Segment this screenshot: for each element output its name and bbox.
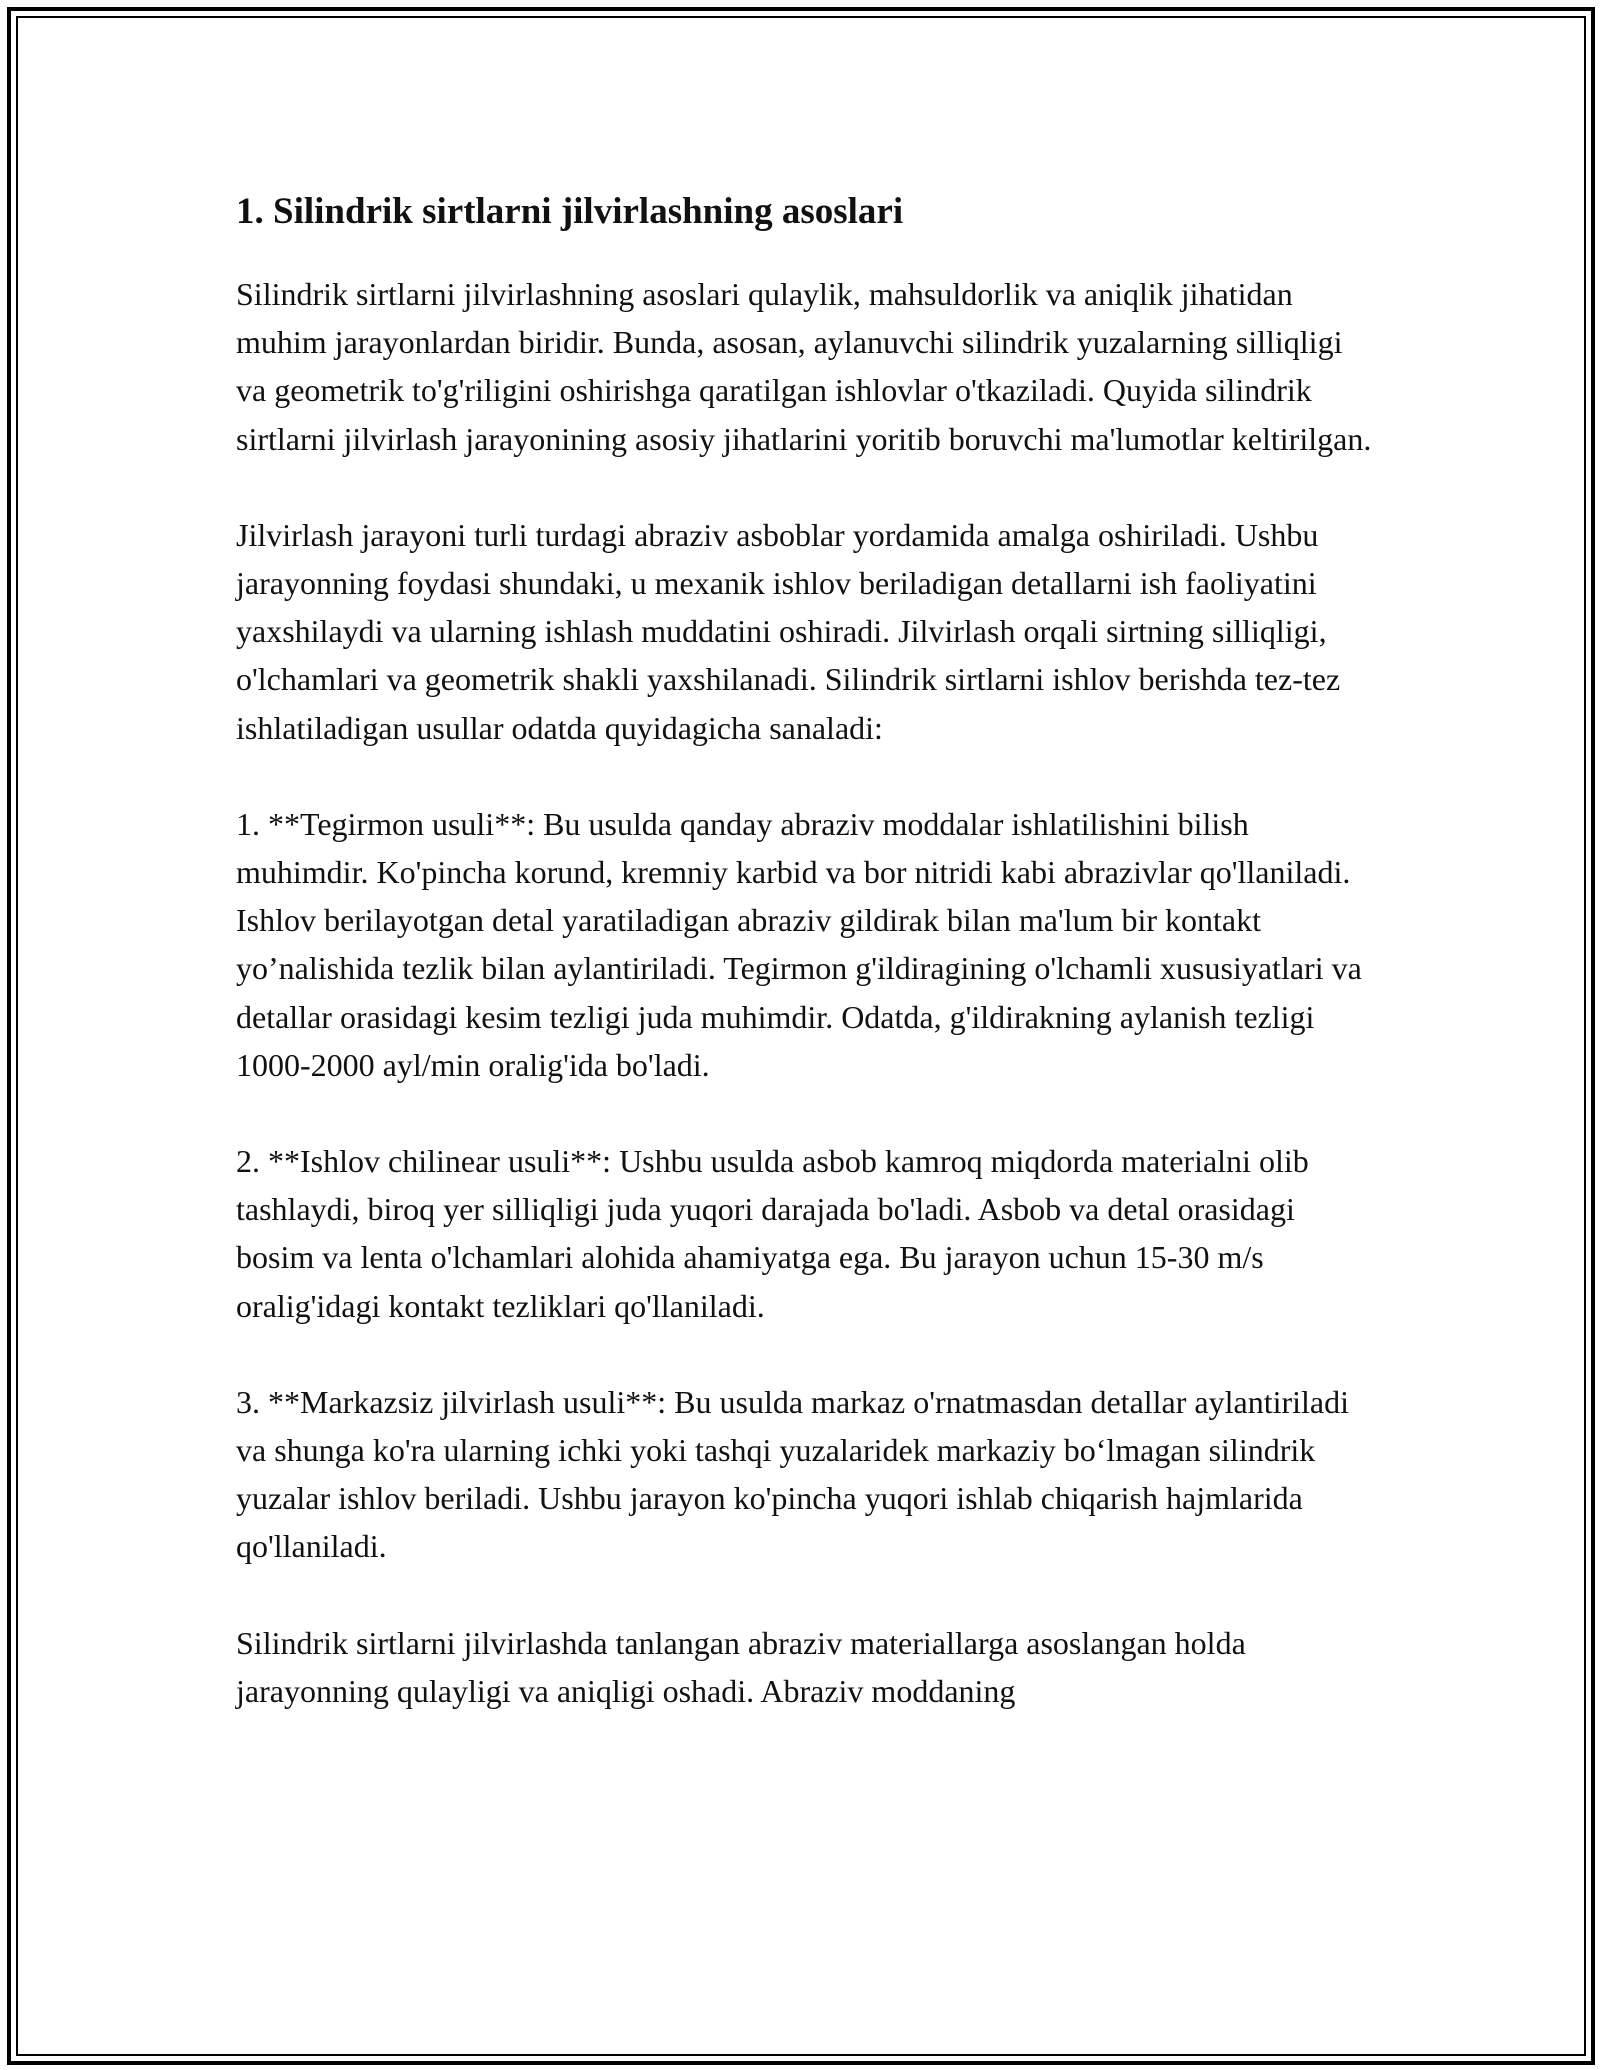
list-item-method-3: 3. **Markazsiz jilvirlash usuli**: Bu usulda markaz o'rnatmasdan detallar aylantiriladi va shunga ko'ra ularning ichki yoki tashqi yuzalaridek markaziy bo‘lmagan silindrik yuzalar ishlov beriladi. Ushbu jarayon ko'pincha yuqori ishlab chiqarish hajmlarida qo'llaniladi.: [236, 1383, 1350, 1565]
list-item-method-2: 2. **Ishlov chilinear usuli**: Ushbu usulda asbob kamroq miqdorda materialni olib tashlaydi, biroq yer silliqligi juda yuqori darajada bo'ladi. Asbob va detal orasidagi bosim va lenta o'lchamlari alohida ahamiyatga ega. Bu jarayon uchun 15-30 m/s oralig'idagi kontakt tezliklari qo'llaniladi.: [236, 1143, 1309, 1324]
document-body: [236, 188, 1376, 1763]
paragraph-intro: Silindrik sirtlarni jilvirlashning asoslari qulaylik, mahsuldorlik va aniqlik jihatidan muhim jarayonlardan biridir. Bunda, asosan, aylanuvchi silindrik yuzalarning silliqligi va geometrik to'g'riligini oshirishga qaratilgan ishlovlar o'tkaziladi. Quyida silindrik sirtlarni jilvirlash jarayonining asosiy jihatlarini yoritib boruvchi ma'lumotlar keltirilgan.: [236, 276, 1372, 457]
paragraph-process: Jilvirlash jarayoni turli turdagi abraziv asboblar yordamida amalga oshiriladi. Ushbu jarayonning foydasi shundaki, u mexanik ishlov beriladigan detallarni ish faoliyatini yaxshilaydi va ularning ishlash muddatini oshiradi. Jilvirlash orqali sirtning silliqligi, o'lchamlari va geometrik shakli yaxshilanadi. Silindrik sirtlarni ishlov berishda tez-tez ishlatiladigan usullar odatda quyidagicha sanaladi:: [236, 516, 1341, 746]
list-item-method-1: 1. **Tegirmon usuli**: Bu usulda qanday abraziv moddalar ishlatilishini bilish muhimdir. Ko'pincha korund, kremniy karbid va bor nitridi kabi abrazivlar qo'llaniladi. Ishlov berilayotgan detal yaratiladigan abraziv gildirak bilan ma'lum bir kontakt yo’nalishida tezlik bilan aylantiriladi. Tegirmon g'ildiragining o'lchamli xususiyatlari va detallar orasidagi kesim tezligi juda muhimdir. Odatda, g'ildirakning aylanish tezligi 1000-2000 ayl/min oralig'ida bo'ladi.: [236, 805, 1362, 1083]
paragraph-conclusion: Silindrik sirtlarni jilvirlashda tanlangan abraziv materiallarga asoslangan holda jarayonning qulayligi va aniqligi oshadi. Abraziv moddaning: [236, 1624, 1246, 1709]
section-heading: 1. Silindrik sirtlarni jilvirlashning asoslari: [236, 191, 904, 232]
